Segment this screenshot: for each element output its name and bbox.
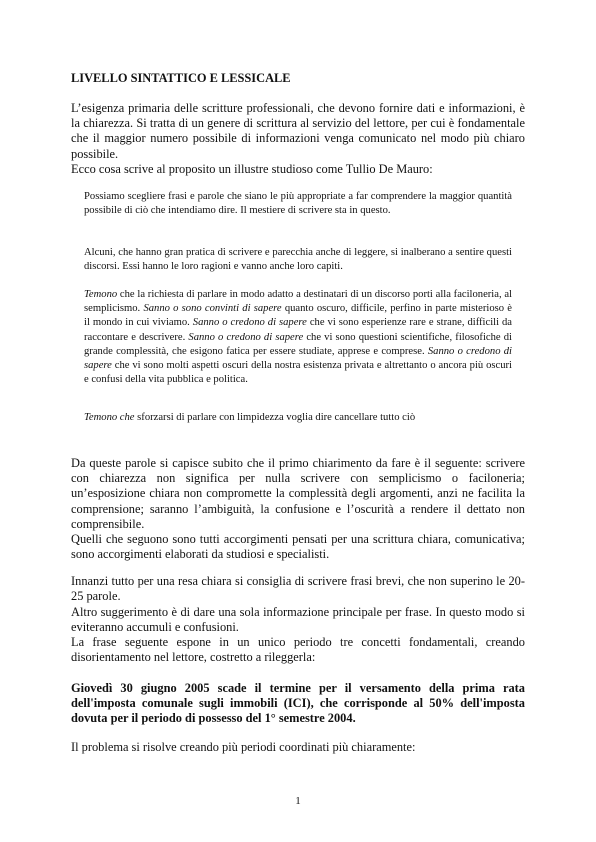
quote-paragraph-4 (84, 411, 512, 425)
quote-paragraph-3 (84, 288, 512, 387)
section-heading: LIVELLO SINTATTICO E LESSICALE (71, 71, 291, 85)
quote-paragraph-1: Possiamo scegliere frasi e parole che siano le più appropriate a far comprendere la maggior quantità possibile di ciò che intendiamo dire. Il mestiere di scrivere sta in questo. (84, 191, 512, 217)
quote-italic-span: Sanno o credono di sapere (188, 331, 304, 343)
section3-paragraph-2: Altro suggerimento è di dare una sola informazione principale per frase. In questo modo si eviteranno accumuli e confusioni. (71, 605, 525, 635)
quote-paragraph-2: Alcuni, che hanno gran pratica di scrivere e parecchia anche di leggere, si inalberano a sentire questi discorsi. Essi hanno le loro ragioni e vanno anche loro capiti. (84, 247, 512, 273)
quote-text-span: che vi sono questioni scientifiche, filosofiche di grande complessità, che esigono fatica per essere studiate, apprese e comprese. (84, 331, 512, 357)
quote-italic-span: Sanno o sono convinti di sapere (143, 303, 282, 315)
section2-paragraph-2: Quelli che seguono sono tutti accorgimenti pensati per una scrittura chiara, comunicativa; sono accorgimenti elaborati da studiosi e specialisti. (71, 532, 525, 562)
quote-text-span: che la richiesta di parlare in modo adatto a destinatari di un discorso porti alla faciloneria, al semplicismo. (84, 289, 512, 315)
quote-text-span: sforzarsi di parlare con limpidezza voglia dire cancellare tutto ciò (134, 412, 416, 423)
intro-paragraph: L’esigenza primaria delle scritture professionali, che devono fornire dati e informazioni, è la chiarezza. Si tratta di un genere di scrittura al servizio del lettore, per cui è fondamentale che il maggior numero possibile di informazioni venga comunicato nel modo più chiaro possibile. (71, 101, 525, 161)
quote-text-span: quanto oscuro, difficile, perfino in parte misterioso è il mondo in cui viviamo. (84, 303, 512, 329)
quote-italic-temono: Temono (84, 289, 118, 300)
intro-citation-line: Ecco cosa scrive al proposito un illustre studioso come Tullio De Mauro: (71, 162, 433, 176)
section3-paragraph-1: Innanzi tutto per una resa chiara si consiglia di scrivere frasi brevi, che non superino le 20-25 parole. (71, 574, 525, 604)
quote-italic-span: Sanno o credono di sapere (192, 317, 307, 329)
page-number: 1 (295, 795, 301, 807)
section3-paragraph-3: La frase seguente espone in un unico periodo tre concetti fondamentali, creando disorientamento nel lettore, costretto a rileggerla: (71, 635, 525, 665)
closing-paragraph: Il problema si risolve creando più periodi coordinati più chiaramente: (71, 740, 416, 754)
example-sentence: Giovedì 30 giugno 2005 scade il termine per il versamento della prima rata dell'imposta comunale sugli immobili (ICI), che corrisponde al 50% dell'imposta dovuta per il periodo di possesso del 1° semestre 2004. (71, 681, 525, 726)
quote-text-span: che vi sono molti aspetti oscuri della nostra esistenza privata e altrettanto o ancora più oscuri e confusi della vita pubblica e politica. (84, 360, 512, 386)
quote-italic-temono-che: Temono che (84, 412, 135, 423)
quote-italic-span: Sanno o credono di sapere (84, 345, 512, 372)
section2-paragraph-1: Da queste parole si capisce subito che il primo chiarimento da fare è il seguente: scrivere con chiarezza non significa per nulla scrivere con semplicismo o faciloneria; un’esposizione chiara non compromette la complessità degli argomenti, anzi ne facilita la comprensione; saranno l’ambiguità, la confusione e l’oscurità a rendere il dettato non comprensibile. (71, 456, 525, 531)
quote-text-span: che vi sono esperienze rare e strane, difficili da raccontare e descrivere. (84, 317, 513, 343)
